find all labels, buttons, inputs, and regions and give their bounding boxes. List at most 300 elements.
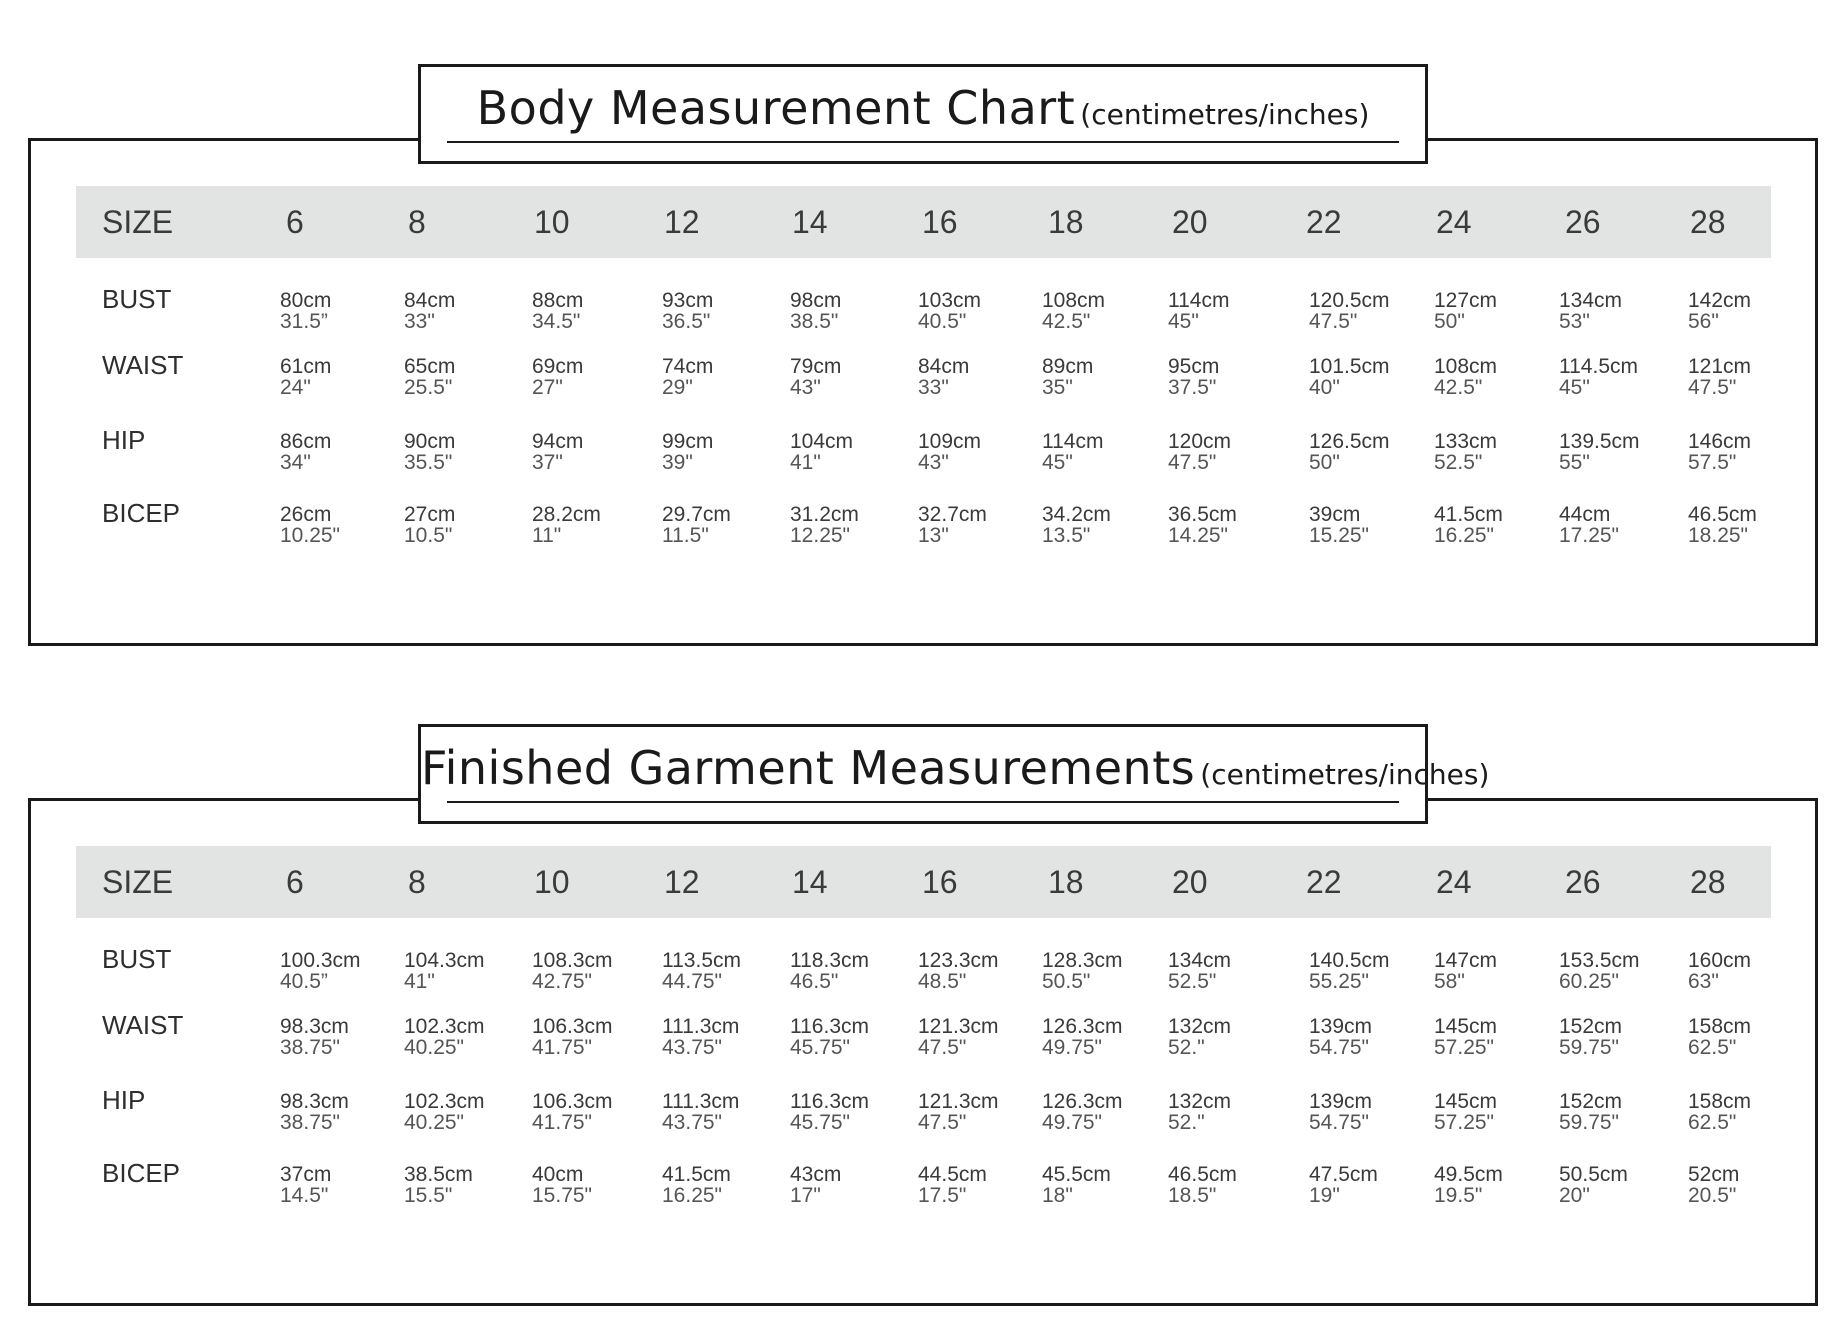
measurement-cell [1688,1164,1739,1206]
measurement-cell [1434,290,1497,332]
cm-value: 121cm [1688,355,1752,378]
inch-value: 45" [1168,310,1199,333]
size-header-24: 24 [1436,204,1472,240]
inch-value: 59.75" [1559,1111,1620,1134]
inch-value: 12.25" [790,524,851,547]
inch-value: 10.5" [404,524,453,547]
measurement-cell [1688,431,1751,473]
cm-value: 94cm [532,430,584,453]
chart-title-box [418,64,1428,164]
measurement-cell [1042,356,1093,398]
inch-value: 36.5" [662,310,711,333]
inch-value: 44.75" [662,970,723,993]
cm-value: 139.5cm [1559,430,1640,453]
cm-value: 41.5cm [1434,503,1503,526]
measurement-cell [1042,290,1105,332]
measurement-cell [1559,504,1619,546]
measurement-cell [662,504,731,546]
cm-value: 120cm [1168,430,1232,453]
measurement-cell [662,356,713,398]
cm-value: 113.5cm [662,949,741,972]
inch-value: 47.5" [1309,310,1358,333]
inch-value: 55" [1559,451,1590,474]
inch-value: 43" [918,451,949,474]
inch-value: 49.75" [1042,1111,1103,1134]
cm-value: 38.5cm [404,1163,473,1186]
measurement-cell [532,1164,592,1206]
inch-value: 55.25" [1309,970,1370,993]
cm-value: 134cm [1559,289,1623,312]
cm-value: 29.7cm [662,503,731,526]
measurement-cell [1309,1091,1372,1133]
row-label-bicep: BICEP [102,498,181,528]
measurement-cell [1309,1016,1372,1058]
cm-value: 126.3cm [1042,1015,1123,1038]
inch-value: 43.75" [662,1036,723,1059]
cm-value: 140.5cm [1309,949,1390,972]
cm-value: 127cm [1434,289,1498,312]
measurement-cell [918,504,987,546]
size-header-18: 18 [1048,864,1084,900]
inch-value: 47.5" [1688,376,1737,399]
cm-value: 102.3cm [404,1090,485,1113]
measurement-cell [532,290,583,332]
cm-value: 50.5cm [1559,1163,1628,1186]
cm-value: 79cm [790,355,842,378]
cm-value: 26cm [280,503,332,526]
measurement-cell [1559,1016,1622,1058]
cm-value: 121.3cm [918,1090,999,1113]
inch-value: 50" [1309,451,1340,474]
cm-value: 152cm [1559,1015,1623,1038]
measurement-cell [1688,950,1751,992]
measurement-cell [280,356,331,398]
measurement-cell [532,1091,613,1133]
inch-value: 40.5" [918,310,967,333]
inch-value: 18.25" [1688,524,1749,547]
inch-value: 25.5" [404,376,453,399]
cm-value: 118.3cm [790,949,869,972]
cm-value: 146cm [1688,430,1752,453]
size-label: SIZE [102,204,174,240]
inch-value: 13.5" [1042,524,1091,547]
chart-title [421,81,1425,135]
cm-value: 90cm [404,430,456,453]
inch-value: 15.75" [532,1184,593,1207]
row-label-waist: WAIST [102,1010,184,1040]
cm-value: 114cm [1168,289,1230,312]
inch-value: 56" [1688,310,1719,333]
inch-value: 39" [662,451,693,474]
measurement-cell [404,1164,473,1206]
inch-value: 42.5" [1434,376,1483,399]
measurement-cell [1309,290,1390,332]
measurement-cell [918,356,969,398]
inch-value: 27" [532,376,563,399]
inch-value: 53" [1559,310,1590,333]
cm-value: 111.3cm [662,1015,740,1038]
measurement-cell [1434,1091,1497,1133]
inch-value: 20" [1559,1184,1590,1207]
size-label: SIZE [102,864,174,900]
inch-value: 33" [404,310,435,333]
measurement-cell [790,1164,841,1206]
inch-value: 57.5" [1688,451,1737,474]
cm-value: 86cm [280,430,332,453]
cm-value: 114.5cm [1559,355,1638,378]
cm-value: 102.3cm [404,1015,485,1038]
chart-title-units: (centimetres/inches) [1080,98,1370,131]
measurement-cell [280,1016,349,1058]
size-header-26: 26 [1565,204,1601,240]
cm-value: 133cm [1434,430,1498,453]
inch-value: 16.25" [1434,524,1495,547]
measurement-cell [1559,1164,1628,1206]
cm-value: 39cm [1309,503,1361,526]
size-header-20: 20 [1172,864,1208,900]
measurement-cell [918,431,981,473]
inch-value: 59.75" [1559,1036,1620,1059]
inch-value: 41.75" [532,1036,593,1059]
inch-value: 45" [1042,451,1073,474]
inch-value: 11.5" [662,524,709,547]
measurement-cell [1309,950,1390,992]
cm-value: 32.7cm [918,503,987,526]
inch-value: 54.75" [1309,1111,1370,1134]
cm-value: 99cm [662,430,714,453]
inch-value: 57.25" [1434,1036,1495,1059]
inch-value: 45.75" [790,1111,851,1134]
cm-value: 46.5cm [1168,1163,1237,1186]
cm-value: 45.5cm [1042,1163,1111,1186]
measurement-cell [1309,431,1390,473]
measurement-cell [1559,950,1640,992]
measurement-cell [662,1164,731,1206]
inch-value: 41.75" [532,1111,593,1134]
measurement-cell [918,1164,987,1206]
measurement-cell [918,290,981,332]
measurement-cell [1309,1164,1378,1206]
inch-value: 41" [404,970,435,993]
cm-value: 158cm [1688,1090,1752,1113]
inch-value: 50.5" [1042,970,1091,993]
cm-value: 116.3cm [790,1090,869,1113]
chart-title-main: Finished Garment Measurements [421,741,1196,795]
measurement-cell [1042,504,1111,546]
size-header-12: 12 [664,864,700,900]
size-header-row [76,186,1771,258]
measurement-cell [1559,290,1622,332]
size-header-18: 18 [1048,204,1084,240]
measurement-cell [1168,1016,1231,1058]
inch-value: 37.5" [1168,376,1217,399]
inch-value: 52." [1168,1111,1205,1134]
cm-value: 49.5cm [1434,1163,1503,1186]
inch-value: 54.75" [1309,1036,1370,1059]
chart-title-main: Body Measurement Chart [476,81,1076,135]
measurement-cell [1434,950,1497,992]
cm-value: 47.5cm [1309,1163,1378,1186]
measurement-cell [790,950,869,992]
size-header-24: 24 [1436,864,1472,900]
measurement-cell [790,504,859,546]
cm-value: 145cm [1434,1015,1498,1038]
measurement-cell [1559,431,1640,473]
cm-value: 128.3cm [1042,949,1123,972]
measurement-cell [1688,290,1751,332]
measurement-cell [1168,504,1237,546]
cm-value: 147cm [1434,949,1498,972]
measurement-cell [1434,504,1503,546]
cm-value: 158cm [1688,1015,1752,1038]
inch-value: 45" [1559,376,1590,399]
size-header-8: 8 [408,204,426,240]
measurement-cell [280,1164,331,1206]
inch-value: 38.5" [790,310,839,333]
inch-value: 38.75" [280,1036,341,1059]
inch-value: 24" [280,376,311,399]
cm-value: 65cm [404,355,456,378]
inch-value: 43" [790,376,821,399]
measurement-cell [790,356,841,398]
inch-value: 52.5" [1434,451,1483,474]
cm-value: 120.5cm [1309,289,1390,312]
inch-value: 41" [790,451,821,474]
cm-value: 52cm [1688,1163,1740,1186]
inch-value: 13" [918,524,949,547]
cm-value: 31.2cm [790,503,859,526]
measurement-cell [790,1091,869,1133]
cm-value: 100.3cm [280,949,361,972]
inch-value: 19.5" [1434,1184,1483,1207]
measurement-cell [1559,1091,1622,1133]
inch-value: 17.5" [918,1184,967,1207]
inch-value: 62.5" [1688,1036,1737,1059]
inch-value: 40.25" [404,1111,465,1134]
cm-value: 89cm [1042,355,1094,378]
inch-value: 35.5" [404,451,453,474]
cm-value: 121.3cm [918,1015,999,1038]
size-header-26: 26 [1565,864,1601,900]
inch-value: 31.5” [280,310,328,333]
measurement-cell [790,1016,869,1058]
inch-value: 33" [918,376,949,399]
cm-value: 74cm [662,355,714,378]
measurement-cell [662,431,713,473]
cm-value: 132cm [1168,1015,1232,1038]
measurement-cell [1309,356,1390,398]
cm-value: 103cm [918,289,982,312]
measurement-cell [918,1091,999,1133]
cm-value: 152cm [1559,1090,1623,1113]
cm-value: 108cm [1434,355,1498,378]
cm-value: 153.5cm [1559,949,1640,972]
inch-value: 58" [1434,970,1465,993]
measurement-cell [1688,356,1751,398]
size-header-6: 6 [286,864,304,900]
cm-value: 46.5cm [1688,503,1757,526]
measurement-cell [532,356,583,398]
measurement-cell [280,1091,349,1133]
measurement-cell [1688,1016,1751,1058]
row-label-bust: BUST [102,284,172,314]
measurement-cell [662,1016,739,1058]
measurement-cell [280,950,361,992]
inch-value: 62.5" [1688,1111,1737,1134]
cm-value: 101.5cm [1309,355,1390,378]
row-label-hip: HIP [102,425,146,455]
cm-value: 134cm [1168,949,1232,972]
row-label-waist: WAIST [102,350,184,380]
cm-value: 116.3cm [790,1015,869,1038]
cm-value: 106.3cm [532,1015,613,1038]
row-label-hip: HIP [102,1085,146,1115]
inch-value: 57.25" [1434,1111,1495,1134]
measurement-cell [1688,1091,1751,1133]
cm-value: 44.5cm [918,1163,987,1186]
inch-value: 48.5" [918,970,967,993]
cm-value: 104cm [790,430,854,453]
inch-value: 35" [1042,376,1073,399]
measurement-cell [790,431,853,473]
inch-value: 15.25" [1309,524,1370,547]
cm-value: 104.3cm [404,949,485,972]
inch-value: 42.5" [1042,310,1091,333]
cm-value: 106.3cm [532,1090,613,1113]
cm-value: 126.3cm [1042,1090,1123,1113]
measurement-cell [1042,1164,1111,1206]
measurement-cell [662,1091,739,1133]
cm-value: 114cm [1042,430,1104,453]
cm-value: 37cm [280,1163,332,1186]
measurement-cell [1309,504,1369,546]
inch-value: 60.25" [1559,970,1620,993]
measurement-cell [1168,1164,1237,1206]
size-header-6: 6 [286,204,304,240]
cm-value: 88cm [532,289,584,312]
inch-value: 46.5" [790,970,839,993]
cm-value: 139cm [1309,1015,1373,1038]
cm-value: 43cm [790,1163,842,1186]
cm-value: 109cm [918,430,982,453]
inch-value: 14.25" [1168,524,1229,547]
cm-value: 98.3cm [280,1090,349,1113]
cm-value: 108cm [1042,289,1106,312]
cm-value: 108.3cm [532,949,613,972]
measurement-cell [1042,950,1123,992]
inch-value: 18" [1042,1184,1073,1207]
measurement-cell [280,290,331,332]
inch-value: 20.5" [1688,1184,1737,1207]
cm-value: 44cm [1559,503,1611,526]
inch-value: 42.75" [532,970,593,993]
cm-value: 61cm [280,355,332,378]
measurement-cell [404,1091,485,1133]
measurement-cell [1434,356,1497,398]
size-header-28: 28 [1690,204,1726,240]
inch-value: 40" [1309,376,1340,399]
measurement-cell [404,950,485,992]
inch-value: 47.5" [1168,451,1217,474]
measurement-cell [532,1016,613,1058]
measurement-cell [1042,1091,1123,1133]
cm-value: 95cm [1168,355,1220,378]
inch-value: 11" [532,524,562,547]
measurement-cell [532,950,613,992]
cm-value: 98.3cm [280,1015,349,1038]
measurement-cell [404,431,455,473]
inch-value: 19" [1309,1184,1340,1207]
measurement-cell [1168,431,1231,473]
inch-value: 38.75" [280,1111,341,1134]
inch-value: 29" [662,376,693,399]
inch-value: 50" [1434,310,1465,333]
size-header-14: 14 [792,204,828,240]
cm-value: 40cm [532,1163,584,1186]
size-header-12: 12 [664,204,700,240]
inch-value: 15.5" [404,1184,453,1207]
measurement-cell [1168,290,1229,332]
size-header-22: 22 [1306,864,1342,900]
size-header-row [76,846,1771,918]
chart-title-units: (centimetres/inches) [1200,758,1490,791]
size-header-16: 16 [922,204,958,240]
inch-value: 47.5" [918,1036,967,1059]
inch-value: 17" [790,1184,821,1207]
inch-value: 16.25" [662,1184,723,1207]
measurement-cell [1434,1164,1503,1206]
size-header-14: 14 [792,864,828,900]
cm-value: 98cm [790,289,842,312]
cm-value: 80cm [280,289,332,312]
cm-value: 84cm [918,355,970,378]
cm-value: 84cm [404,289,456,312]
measurement-cell [280,504,340,546]
inch-value: 43.75" [662,1111,723,1134]
measurement-cell [280,431,331,473]
inch-value: 40.25" [404,1036,465,1059]
cm-value: 69cm [532,355,584,378]
size-header-22: 22 [1306,204,1342,240]
measurement-cell [404,504,455,546]
size-header-8: 8 [408,864,426,900]
cm-value: 126.5cm [1309,430,1390,453]
inch-value: 40.5” [280,970,328,993]
measurement-cell [532,504,601,546]
size-header-10: 10 [534,204,570,240]
measurement-cell [790,290,841,332]
inch-value: 34" [280,451,311,474]
row-label-bicep: BICEP [102,1158,181,1188]
cm-value: 93cm [662,289,714,312]
measurement-cell [404,356,455,398]
inch-value: 52." [1168,1036,1205,1059]
measurement-cell [918,1016,999,1058]
measurement-cell [662,950,741,992]
inch-value: 34.5" [532,310,581,333]
measurement-cell [532,431,583,473]
title-underline [447,801,1399,803]
chart-title-box [418,724,1490,824]
measurement-cell [1168,356,1219,398]
size-header-10: 10 [534,864,570,900]
cm-value: 160cm [1688,949,1752,972]
measurement-cell [404,290,455,332]
cm-value: 132cm [1168,1090,1232,1113]
size-header-20: 20 [1172,204,1208,240]
measurement-cell [1434,1016,1497,1058]
inch-value: 63" [1688,970,1719,993]
